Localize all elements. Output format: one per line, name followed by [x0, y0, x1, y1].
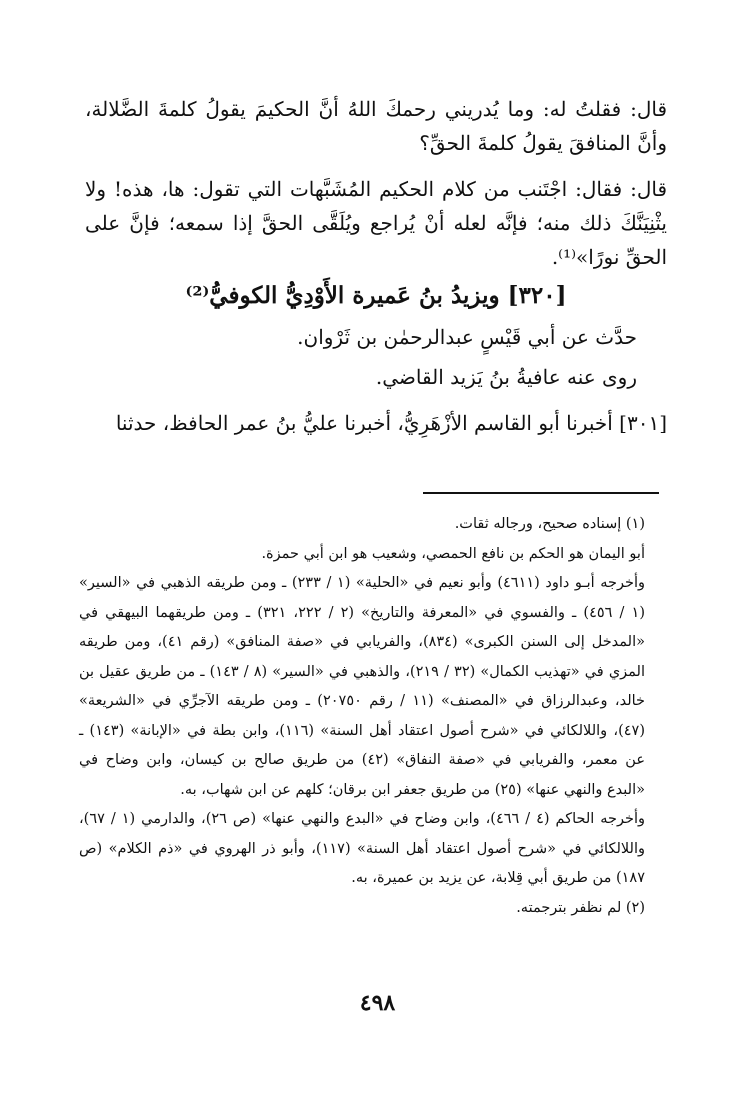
footnote-1-paragraph-4: وأخرجه الحاكم (٤ / ٤٦٦)، وابن وضاح في «البدع والنهي عنها» (ص ٢٦)، والدارمي (١ / ٦٧)، واللالكائي في «شرح أصول اعتقاد أهل السنة» (١١٧)، وأبو ذر الهروي في «ذم الكلام» (ص ١٨٧) من طريق أبي قِلابة، عن يزيد بن عميرة، به.	[79, 811, 646, 886]
entry-heading: [٣٢٠] ويزيدُ بنُ عَميرة الأَوْدِيُّ الكوفيُّ⁽²⁾	[185, 282, 567, 309]
footnote-2: (٢) لم نظفر بترجمته.	[516, 899, 645, 916]
page-number: ٤٩٨	[359, 990, 396, 1016]
paragraph-isnad-301: [٣٠١] أخبرنا أبو القاسم الأزْهَرِيُّ، أخبرنا عليُّ بنُ عمر الحافظ، حدثنا	[115, 411, 667, 435]
footnote-divider	[423, 492, 659, 494]
paragraph-dialogue-1: قال: فقلتُ له: وما يُدريني رحمكَ اللهُ أنَّ الحكيمَ يقولُ كلمةَ الضَّلالة، وأنَّ المنافقَ يقولُ كلمةَ الحقِّ؟	[85, 97, 667, 155]
main-text	[85, 92, 667, 440]
footnote-1-line-1: (١) إسناده صحيح، ورجاله ثقات.	[454, 516, 645, 532]
footnote-1-paragraph-3: وأخرجه أبـو داود (٤٦١١) وأبو نعيم في «الحلية» (١ / ٢٣٣) ـ ومن طريقه الذهبي في «السير» (١ / ٤٥٦) ـ والفسوي في «المعرفة والتاريخ» (٢ / ٢٢٢، ٣٢١) ـ ومن طريقهما البيهقي في «المدخل إلى السنن الكبرى» (٨٣٤)، والفريابي في «صفة المنافق» (رقم ٤١)، ومن طريقه المزي في «تهذيب الكمال» (٣٢ / ٢١٩)، والذهبي في «السير» (٨ / ١٤٣) ـ من طريق عقيل بن خالد، وعبدالرزاق في «المصنف» (١١ / رقم ٢٠٧٥٠) ـ ومن طريقه الآجرِّي في «الشريعة» (٤٧)، واللالكائي في «شرح أصول اعتقاد أهل السنة» (١١٦)، وابن بطة في «الإبانة» (١٤٣) ـ عن معمر، والفريابي في «صفة النفاق» (٤٢) من طريق صالح بن كيسان، وابن وضاح في «البدع والنهي عنها» (٢٥) من طريق جعفر ابن برقان؛ كلهم عن ابن شهاب، به.	[79, 575, 645, 798]
paragraph-dialogue-2: قال: فقال: اجْتَنب من كلام الحكيم المُشَبَّهات التي تقول: ها، هذه! ولا يثْنِيَنَّكَ ذلك منه؛ فإنَّه لعله أنْ يُراجع ويُلَقَّى الحقَّ إذا سمعه؛ فإنَّ على الحقِّ نورًا»⁽¹⁾.	[85, 177, 667, 269]
footnote-1-line-2: أبو اليمان هو الحكم بن نافع الحمصي، وشعيب هو ابن أبي حمزة.	[261, 545, 645, 562]
line-narrated-by: روى عنه عافيةُ بنُ يَزيد القاضي.	[375, 365, 637, 389]
footnotes-section	[79, 510, 675, 923]
line-narrated-from: حدَّث عن أبي قَيْسٍ عبدالرحمٰن بن ثَرْوان.	[297, 325, 637, 349]
